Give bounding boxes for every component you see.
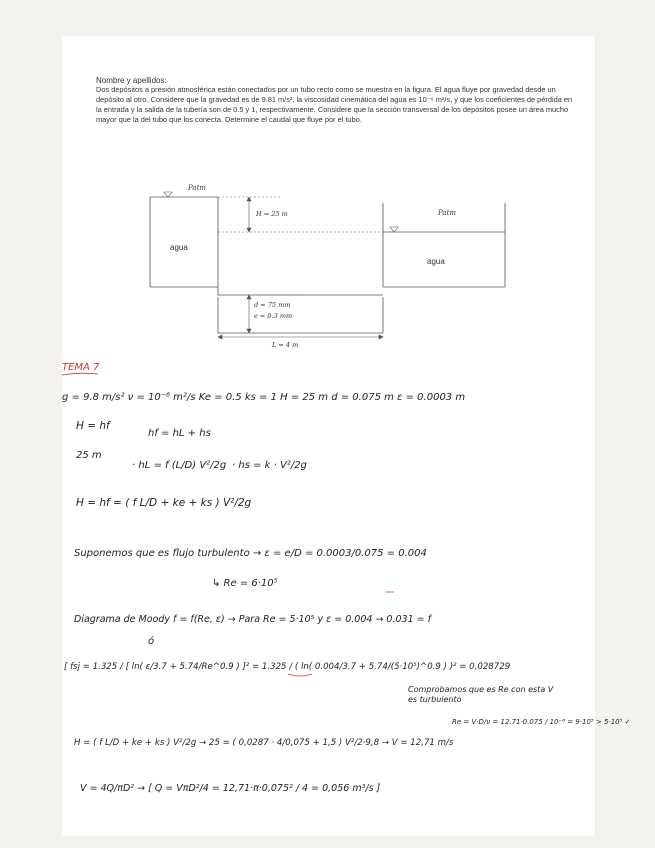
eq-flow-rate: V = 4Q/πD² → [ Q = VπD²/4 = 12,71·π·0,075² / 4 = 0,056 m³/s ] [80, 783, 381, 794]
eq-reynolds-check: Re = V·D/ν = 12.71·0.075 / 10⁻⁶ = 9·10⁵ > 5·10⁵ ✓ [452, 718, 631, 726]
tema-heading: TEMA 7 [62, 362, 100, 373]
patm-right-label: Patm [438, 209, 457, 217]
roughness-label: e = 0.3 mm [254, 312, 293, 320]
problem-statement: Dos depósitos a presión atmosférica están conectados por un tubo recto como se muestra en la figura. El agua fluye por gravedad desde un depósito al otro. Considere que la gravedad es de 9.81 m/s², la viscosidad cinemática del agua es 10⁻⁶ m²/s, y que los coeficientes de pérdida en la entrada y la salida de la tubería son de 0.5 y 1, respectivamente. Considere que la sección transversal de los depósitos posee un área mucho mayor que la del tubo que los conecta. Determine el caudal que fluye por el tubo. [96, 85, 573, 124]
water-left-label: agua [170, 243, 188, 252]
eq-h-full: H = hf = ( f L/D + ke + ks ) V²/2g [76, 497, 252, 509]
eq-hl: · hL = f (L/D) V²/2g [132, 460, 227, 471]
eq-check-note: Comprobamos que es Re con esta V es turbulento [408, 685, 554, 704]
eq-25m: 25 m [76, 450, 102, 461]
given-data-line: g = 9.8 m/s² ν = 10⁻⁶ m²/s Ke = 0.5 ks = 1 H = 25 m d = 0.075 m ε = 0.0003 m [62, 392, 466, 403]
eq-velocity: H = ( f L/D + ke + ks ) V²/2g → 25 = ( 0,0287 · 4/0,075 + 1,5 ) V²/2·9,8 → V = 12,71 m/s [74, 738, 454, 748]
eq-or: ó [148, 636, 155, 647]
eq-hf-sum: hf = hL + hs [148, 428, 211, 439]
eq-h-equals-hf: H = hf [76, 420, 110, 432]
name-label: Nombre y apellidos: [96, 76, 167, 85]
eq-swamee-jain: [ fsj = 1.325 / [ ln( ε/3.7 + 5.74/Re^0.9 ) ]² = 1.325 / ( ln( 0.004/3.7 + 5.74/(5·10⁵)^0.9 ) )² = 0,028729 [64, 662, 511, 672]
height-label: H = 25 m [256, 210, 288, 218]
patm-left-label: Patm [188, 184, 207, 192]
eq-turbulent-assumption: Suponemos que es flujo turbulento → ε = e/D = 0.0003/0.075 = 0.004 [74, 548, 427, 559]
eq-reynolds-estimate: ↳ Re = 6·10⁵ [212, 578, 278, 589]
eq-hs: · hs = k · V²/2g [232, 460, 307, 471]
diameter-label: d = 75 mm [254, 301, 291, 309]
length-label: L = 4 m [272, 341, 299, 349]
eq-moody: Diagrama de Moody f = f(Re, ε) → Para Re = 5·10⁵ y ε = 0.004 → 0.031 = f [74, 614, 431, 625]
water-right-label: agua [427, 257, 445, 266]
